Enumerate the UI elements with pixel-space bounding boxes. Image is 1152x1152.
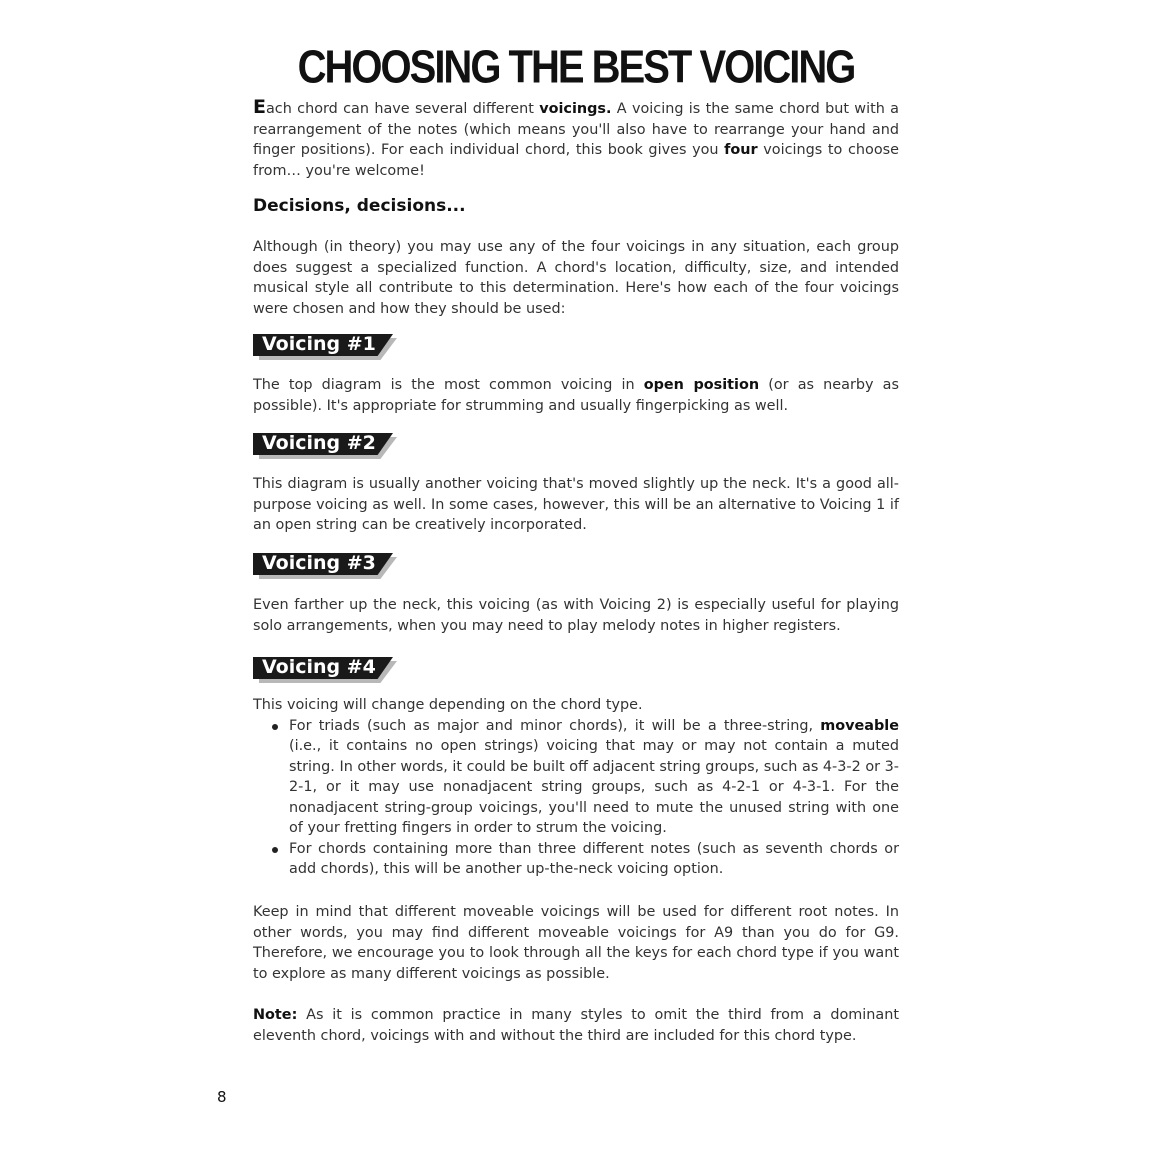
voicing-3-label: Voicing #3 <box>262 552 376 574</box>
list-item: For triads (such as major and minor chords), it will be a three-string, moveable (i.e., it contains no open strings) voicing that may or may not contain a muted string. In other words, it could be built off adjacent string groups, such as 4-3-2 or 3-2-1, or it may use nonadjacent string groups, such as 4-2-1 or 4-3-1. For the nonadjacent string-group voicings, you'll need to mute the unused string with one of your fretting fingers in order to strum the voicing. <box>289 716 899 839</box>
voicing-4-list <box>253 716 899 880</box>
voicing-1-paragraph: The top diagram is the most common voicing in open position (or as nearby as possible). It's appropriate for strumming and usually fingerpicking as well. <box>253 377 899 414</box>
note-label: Note: <box>253 1007 298 1023</box>
page-number: 8 <box>217 1088 227 1106</box>
intro-paragraph: Each chord can have several different voicings. A voicing is the same chord but with a rearrangement of the notes (which means you'll also have to rearrange your hand and finger positions). For each individual chord, this book gives you four voicings to choose from… you're welcome! <box>253 96 899 179</box>
decisions-paragraph: Although (in theory) you may use any of the four voicings in any situation, each group does suggest a specialized function. A chord's location, difficulty, size, and intended musical style all contribute to this determination. Here's how each of the four voicings were chosen and how they should be used: <box>253 239 899 317</box>
list-item: For chords containing more than three different notes (such as seventh chords or add chords), this will be another up-the-neck voicing option. <box>289 839 899 880</box>
voicing-3-banner <box>253 553 403 583</box>
section-subheading: Decisions, decisions... <box>253 196 466 216</box>
keep-in-mind-paragraph: Keep in mind that different moveable voicings will be used for different root notes. In other words, you may find different moveable voicings for A9 than you do for G9. Therefore, we encourage you to look through all the keys for each chord type if you want to explore as many different voicings as possible. <box>253 904 899 982</box>
voicing-3-paragraph: Even farther up the neck, this voicing (as with Voicing 2) is especially useful for playing solo arrangements, when you may need to play melody notes in higher registers. <box>253 597 899 634</box>
voicing-4-banner <box>253 657 403 687</box>
voicing-4-label: Voicing #4 <box>262 656 376 678</box>
voicing-1-banner <box>253 334 403 364</box>
note-paragraph: Note: As it is common practice in many styles to omit the third from a dominant eleventh chord, voicings with and without the third are included for this chord type. <box>253 1007 899 1044</box>
voicing-2-paragraph: This diagram is usually another voicing that's moved slightly up the neck. It's a good all-purpose voicing as well. In some cases, however, this will be an alternative to Voicing 1 if an open string can be creatively incorporated. <box>253 476 899 533</box>
page-title: CHOOSING THE BEST VOICING <box>297 42 855 93</box>
voicing-2-banner <box>253 433 403 463</box>
drop-cap: E <box>253 96 266 118</box>
voicing-1-label: Voicing #1 <box>262 333 376 355</box>
voicing-2-label: Voicing #2 <box>262 432 376 454</box>
voicing-4-section <box>253 695 899 880</box>
voicing-4-intro: This voicing will change depending on the chord type. <box>253 697 643 713</box>
